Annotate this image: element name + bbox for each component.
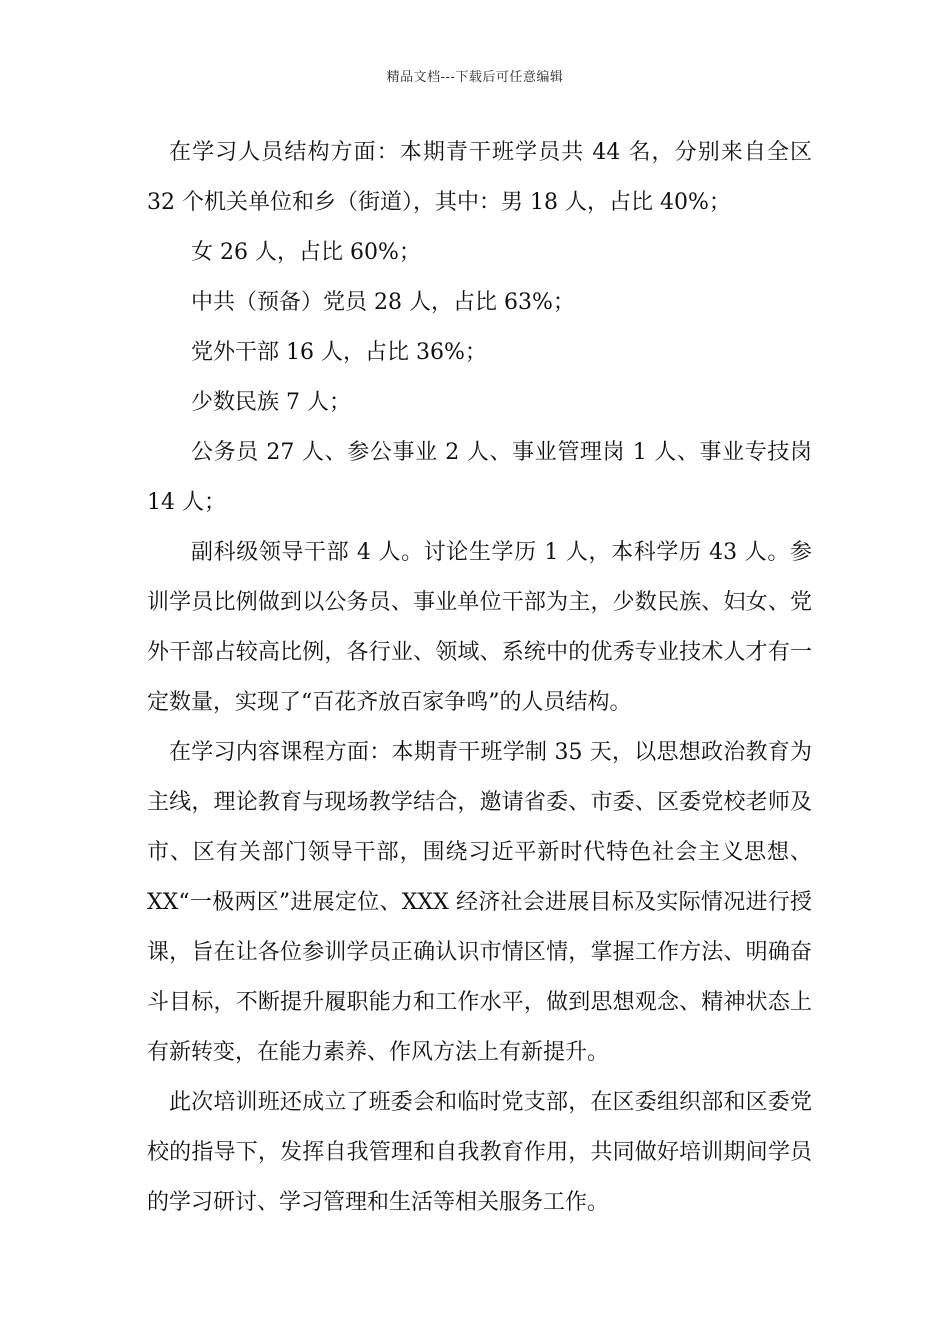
paragraph-ethnic-minorities: 少数民族 7 人； [191, 390, 351, 415]
paragraph-female: 女 26 人，占比 60%； [191, 240, 421, 265]
paragraph-course-content: 在学习内容课程方面：本期青干班学制 35 天，以思想政治教育为主线，理论教育与现场教学结合，邀请省委、市委、区委党校老师及市、区有关部门领导干部，围绕习近平新时代特色社会主义思想、XX“一极两区”进展定位、XXX 经济社会进展目标及实际情况进行授课，旨在让各位参训学员正确认识市情区情，掌握工作方法、明确奋斗目标，不断提升履职能力和工作水平，做到思想观念、精神状态上有新转变，在能力素养、作风方法上有新提升。 [147, 740, 812, 1065]
page-header: 精品文档---下载后可任意编辑 [386, 70, 564, 85]
paragraph-leadership-education: 副科级领导干部 4 人。讨论生学历 1 人，本科学历 43 人。参训学员比例做到以公务员、事业单位干部为主，少数民族、妇女、党外干部占较高比例，各行业、领域、系统中的优秀专业技术人才有一定数量，实现了“百花齐放百家争鸣”的人员结构。 [147, 540, 812, 715]
paragraph-non-party-cadres: 党外干部 16 人，占比 36%； [191, 340, 487, 365]
paragraph-class-committee: 此次培训班还成立了班委会和临时党支部，在区委组织部和区委党校的指导下，发挥自我管理和自我教育作用，共同做好培训期间学员的学习研讨、学习管理和生活等相关服务工作。 [147, 1090, 812, 1215]
paragraph-personnel-structure: 在学习人员结构方面：本期青干班学员共 44 名，分别来自全区 32 个机关单位和乡（街道），其中：男 18 人，占比 40%； [147, 140, 812, 215]
document-body [147, 128, 812, 1228]
paragraph-civil-servants: 公务员 27 人、参公事业 2 人、事业管理岗 1 人、事业专技岗 14 人； [147, 440, 812, 515]
paragraph-party-members: 中共（预备）党员 28 人，占比 63%； [191, 290, 575, 315]
